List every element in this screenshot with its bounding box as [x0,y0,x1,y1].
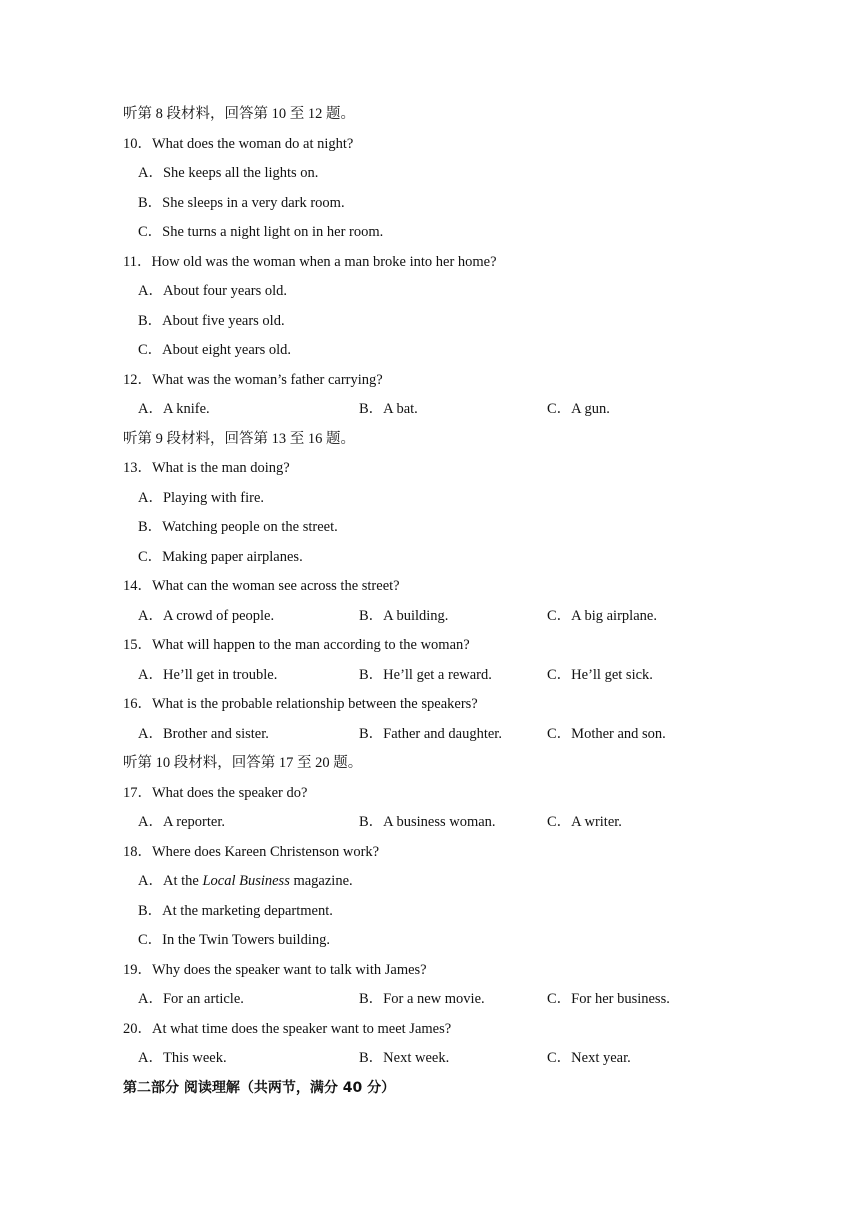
option-row: A．For an article. B．For a new movie. C．For her business. [138,991,670,1007]
option-row: A．This week. B．Next week. C．Next year. [138,1050,631,1066]
question-17: 17．What does the speaker do? [123,785,308,801]
section-heading: 听第 9 段材料，回答第 13 至 16 题。 [123,431,355,447]
question-15: 15．What will happen to the man according to the woman? [123,637,470,653]
question-16: 16．What is the probable relationship between the speakers? [123,696,478,712]
section-heading: 听第 8 段材料，回答第 10 至 12 题。 [123,106,355,122]
question-13: 13．What is the man doing? [123,460,290,476]
option-row: A．She keeps all the lights on. [138,165,319,181]
option-a-text: A．At the Local Business magazine. [138,873,353,889]
option-row: C．She turns a night light on in her room. [138,224,384,240]
section-heading: 听第 10 段材料，回答第 17 至 20 题。 [123,755,363,771]
question-10: 10．What does the woman do at night? [123,136,354,152]
option-row: A．He’ll get in trouble. B．He’ll get a reward. C．He’ll get sick. [138,667,653,683]
option-row: C．About eight years old. [138,342,292,358]
question-18: 18．Where does Kareen Christenson work? [123,844,380,860]
question-11: 11．How old was the woman when a man broke into her home? [123,254,497,270]
option-row: A．Brother and sister. B．Father and daughter. C．Mother and son. [138,726,666,742]
option-row: A．Playing with fire. [138,490,265,506]
option-row: C．In the Twin Towers building. [138,932,330,948]
option-row: B．At the marketing department. [138,903,333,919]
question-20: 20．At what time does the speaker want to meet James? [123,1021,452,1037]
option-row: B．Watching people on the street. [138,519,338,535]
option-row [0,870,860,892]
option-row: A．About four years old. [138,283,288,299]
option-row: B．She sleeps in a very dark room. [138,195,345,211]
part-two-heading: 第二部分 阅读理解（共两节，满分 40 分） [123,1080,396,1096]
question-14: 14．What can the woman see across the street? [123,578,400,594]
question-12: 12．What was the woman’s father carrying? [123,372,383,388]
question-19: 19．Why does the speaker want to talk with James? [123,962,427,978]
option-row: C．Making paper airplanes. [138,549,303,565]
option-row: B．About five years old. [138,313,285,329]
option-row: A．A knife. B．A bat. C．A gun. [138,401,610,417]
option-row: A．A reporter. B．A business woman. C．A writer. [138,814,622,830]
magazine-title: Local Business [202,873,290,889]
option-row: A．A crowd of people. B．A building. C．A big airplane. [138,608,657,624]
